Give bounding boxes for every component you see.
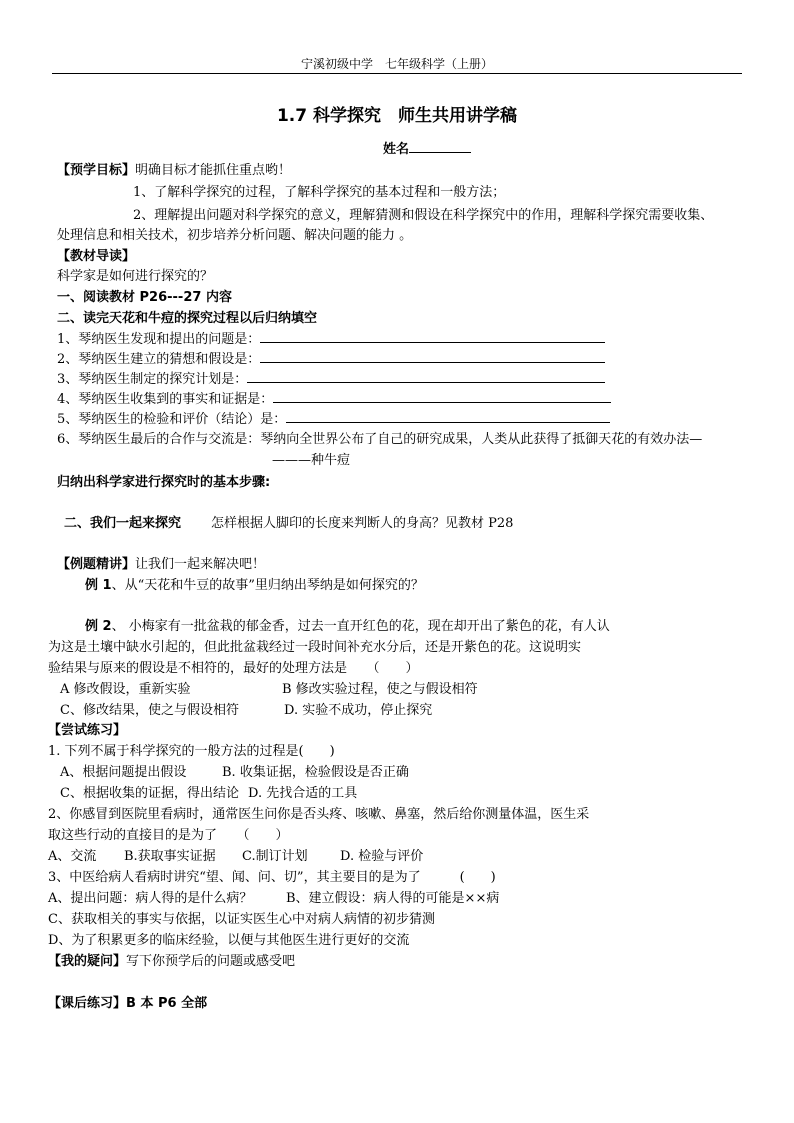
homework-heading: 【课后练习】 bbox=[48, 996, 127, 1011]
fill-item-6-line1: 6、琴纳医生最后的合作与交流是：琴纳向全世界公布了自己的研究成果，人类从此获得了抵御天花的有效办法— bbox=[57, 432, 703, 447]
goal-2-line1: 2、理解提出问题对科学探究的意义，理解猜测和假设在科学探究中的作用，理解科学探究需要收集、 bbox=[133, 208, 714, 223]
fill-item-label: 5、琴纳医生的检验和评价（结论）是： bbox=[57, 412, 287, 427]
fill-item-label: 2、琴纳医生建立的猜想和假设是： bbox=[57, 352, 261, 367]
preview-intro: 明确目标才能抓住重点哟！ bbox=[135, 163, 292, 178]
example-2-option-a: A 修改假设，重新实验 bbox=[60, 682, 191, 697]
example-2-option-b: B 修改实验过程，使之与假设相符 bbox=[282, 682, 478, 697]
explore-label: 二、我们一起来探究 bbox=[64, 516, 182, 531]
practice-q1-option-a: A、根据问题提出假设 bbox=[60, 765, 187, 780]
homework-text: B 本 P6 全部 bbox=[126, 996, 208, 1011]
practice-q3-option-d: D、为了积累更多的临床经验，以便与其他医生进行更好的交流 bbox=[48, 933, 410, 948]
fill-item-label: 1、琴纳医生发现和提出的问题是： bbox=[57, 332, 261, 347]
practice-q2-option-b: B.获取事实证据 bbox=[124, 849, 216, 864]
fill-blank[interactable] bbox=[273, 391, 611, 403]
name-line bbox=[383, 141, 471, 158]
examples-heading: 【例题精讲】 bbox=[57, 557, 136, 572]
practice-q2-line1: 2、你感冒到医院里看病时，通常医生问你是否头疼、咳嗽、鼻塞，然后给你测量体温，医生采 bbox=[48, 807, 590, 822]
fill-blank[interactable] bbox=[286, 411, 610, 423]
example-1 bbox=[85, 578, 424, 594]
practice-heading: 【尝试练习】 bbox=[48, 723, 127, 738]
practice-q1: 1. 下列不属于科学探究的一般方法的过程是( ) bbox=[48, 744, 335, 759]
practice-q2-option-c: C.制订计划 bbox=[242, 849, 308, 864]
questions-text: 写下你预学后的问题或感受吧 bbox=[126, 954, 296, 969]
questions-section bbox=[48, 954, 295, 970]
preview-heading: 【预学目标】 bbox=[57, 163, 136, 178]
reading-summary: 归纳出科学家进行探究时的基本步骤: bbox=[57, 475, 271, 490]
questions-heading: 【我的疑问】 bbox=[48, 954, 127, 969]
fill-item-6-line2: ———种牛痘 bbox=[272, 453, 351, 468]
reading-heading: 【教材导读】 bbox=[57, 249, 136, 264]
practice-q2-option-d: D. 检验与评价 bbox=[340, 849, 424, 864]
practice-q2-line2: 取这些行动的直接目的是为了 （ ） bbox=[48, 828, 289, 843]
reading-part2: 二、读完天花和牛痘的探究过程以后归纳填空 bbox=[57, 311, 318, 326]
explore-text: 怎样根据人脚印的长度来判断人的身高？见教材 P28 bbox=[211, 516, 514, 531]
example-2-line2: 为这是土壤中缺水引起的，但此批盆栽经过一段时间补充水分后，还是开紫色的花。这说明实 bbox=[48, 640, 582, 655]
reading-part1: 一、阅读教材 P26---27 内容 bbox=[57, 290, 232, 305]
example-2-option-c: C、修改结果，使之与假设相符 bbox=[60, 703, 239, 718]
practice-q2-option-a: A、交流 bbox=[48, 849, 97, 864]
fill-item-4 bbox=[57, 391, 611, 408]
fill-item-2 bbox=[57, 351, 605, 368]
examples-section bbox=[57, 557, 265, 573]
page-header: 宁溪初级中学 七年级科学（上册） bbox=[300, 57, 493, 71]
homework-section bbox=[48, 996, 207, 1012]
example-2-label: 例 2 bbox=[85, 619, 112, 634]
examples-intro: 让我们一起来解决吧！ bbox=[135, 557, 266, 572]
practice-q3-option-b: B、建立假设：病人得的可能是××病 bbox=[286, 891, 500, 906]
practice-q1-option-d: D. 先找合适的工具 bbox=[248, 786, 358, 801]
practice-q3: 3、中医给病人看病时讲究“望、闻、问、切”，其主要目的是为了 ( ) bbox=[48, 870, 496, 885]
example-2-option-d: D. 实验不成功，停止探究 bbox=[284, 703, 433, 718]
fill-item-5 bbox=[57, 411, 610, 428]
practice-q1-option-c: C、根据收集的证据，得出结论 bbox=[60, 786, 239, 801]
practice-q3-option-a: A、提出问题：病人得的是什么病？ bbox=[48, 891, 253, 906]
fill-blank[interactable] bbox=[247, 371, 605, 383]
page-title: 1.7 科学探究 师生共用讲学稿 bbox=[276, 106, 518, 126]
example-2-text: 、 小梅家有一批盆栽的郁金香，过去一直开红色的花，现在却开出了紫色的花，有人认 bbox=[111, 619, 610, 634]
fill-item-3 bbox=[57, 371, 605, 388]
header-rule bbox=[52, 73, 742, 74]
fill-item-label: 3、琴纳医生制定的探究计划是： bbox=[57, 372, 248, 387]
fill-blank[interactable] bbox=[260, 331, 605, 343]
name-label: 姓名 bbox=[383, 142, 410, 157]
explore-section bbox=[64, 516, 513, 532]
goal-2-line2: 处理信息和相关技术，初步培养分析问题、解决问题的能力 。 bbox=[57, 228, 413, 243]
fill-blank[interactable] bbox=[260, 351, 605, 363]
fill-item-1 bbox=[57, 331, 605, 348]
example-2-line3: 验结果与原来的假设是不相符的，最好的处理方法是 （ ） bbox=[48, 661, 419, 676]
practice-q1-option-b: B. 收集证据，检验假设是否正确 bbox=[222, 765, 409, 780]
preview-section bbox=[57, 163, 291, 179]
example-1-label: 例 1 bbox=[85, 578, 112, 593]
reading-question: 科学家是如何进行探究的？ bbox=[57, 269, 214, 284]
name-blank[interactable] bbox=[409, 141, 471, 153]
example-1-text: 、从“天花和牛豆的故事”里归纳出琴纳是如何探究的？ bbox=[111, 578, 424, 593]
example-2-line1 bbox=[85, 619, 610, 635]
practice-q3-option-c: C、获取相关的事实与依据，以证实医生心中对病人病情的初步猜测 bbox=[48, 912, 435, 927]
goal-1: 1、了解科学探究的过程，了解科学探究的基本过程和一般方法； bbox=[133, 185, 506, 200]
fill-item-label: 4、琴纳医生收集到的事实和证据是： bbox=[57, 392, 274, 407]
